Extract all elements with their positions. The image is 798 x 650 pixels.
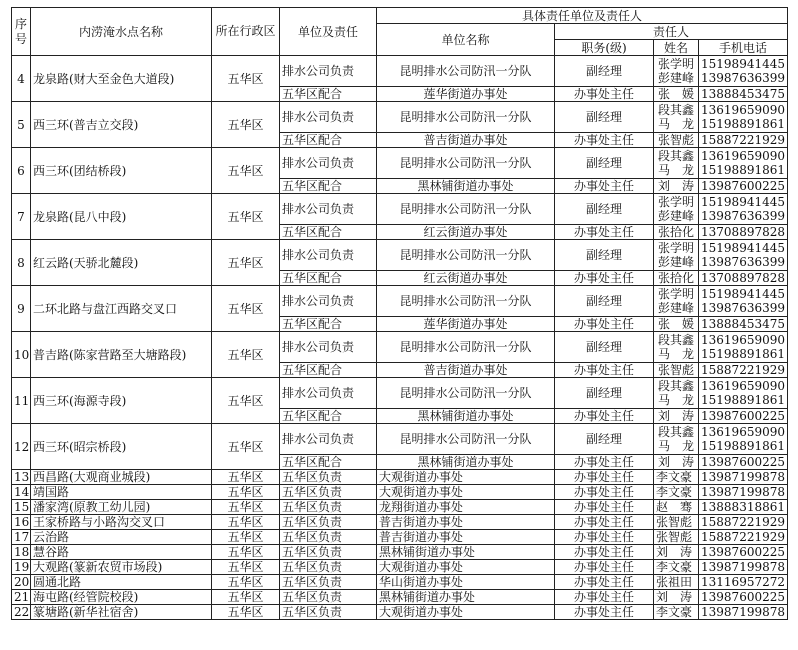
row-district: 五华区 [212,515,280,530]
row-resp: 排水公司负责 [280,240,377,271]
row-index: 13 [12,470,31,485]
row-district: 五华区 [212,378,280,424]
row-phones: 13987199878 [699,485,788,500]
row-location: 红云路(天骄北麓段) [31,240,212,286]
row-location: 西三环(海源寺段) [31,378,212,424]
row-index: 20 [12,575,31,590]
row-position: 办事处主任 [555,590,654,605]
row-index: 8 [12,240,31,286]
row-index: 9 [12,286,31,332]
row-names: 李文豪 [654,560,699,575]
row-district: 五华区 [212,102,280,148]
row-location: 慧谷路 [31,545,212,560]
header-unit-name: 单位名称 [377,24,555,56]
row-location: 云治路 [31,530,212,545]
cell-line: 13619659090 [701,103,785,117]
row-position: 办事处主任 [555,455,654,470]
row-district: 五华区 [212,500,280,515]
row-unit: 昆明排水公司防汛一分队 [377,424,555,455]
row-phones: 15887221929 [699,363,788,378]
cell-line: 13619659090 [701,379,785,393]
row-names: 刘 涛 [654,545,699,560]
row-position: 副经理 [555,378,654,409]
row-phones [699,148,788,179]
table-row [12,530,788,545]
row-phones: 13987199878 [699,605,788,620]
row-unit: 普吉街道办事处 [377,515,555,530]
header-phone: 手机电话 [699,40,788,56]
row-resp: 五华区负责 [280,530,377,545]
cell-line: 张学明 [657,241,694,255]
cell-line: 段其鑫 [657,333,694,347]
row-names: 张拾化 [654,271,699,286]
row-position: 办事处主任 [555,317,654,332]
row-resp: 排水公司负责 [280,194,377,225]
row-unit: 昆明排水公司防汛一分队 [377,194,555,225]
row-unit: 黑林铺街道办事处 [377,409,555,424]
row-phones [699,240,788,271]
cell-line: 15198941445 [701,195,785,209]
row-index: 10 [12,332,31,378]
cell-line: 13987636399 [701,209,785,223]
row-names: 刘 涛 [654,409,699,424]
row-phones [699,56,788,87]
row-resp: 排水公司负责 [280,424,377,455]
cell-line: 彭建峰 [657,209,694,223]
row-phones: 13888453475 [699,317,788,332]
table-row [12,240,788,271]
row-location: 西昌路(大观商业城段) [31,470,212,485]
row-phones [699,286,788,317]
row-location: 大观路(篆新农贸市场段) [31,560,212,575]
row-unit: 黑林铺街道办事处 [377,590,555,605]
row-location: 靖国路 [31,485,212,500]
row-phones: 13987600225 [699,590,788,605]
cell-line: 段其鑫 [657,379,694,393]
row-position: 副经理 [555,286,654,317]
header-person: 责任人 [555,24,788,40]
row-district: 五华区 [212,424,280,470]
row-phones [699,378,788,409]
row-names [654,378,699,409]
row-unit: 普吉街道办事处 [377,363,555,378]
row-position: 办事处主任 [555,87,654,102]
row-location: 海屯路(经管院校段) [31,590,212,605]
row-district: 五华区 [212,148,280,194]
cell-line: 15198891861 [701,163,785,177]
row-index: 15 [12,500,31,515]
row-phones [699,424,788,455]
row-district: 五华区 [212,560,280,575]
header-index: 序号 [12,8,31,56]
row-unit: 莲华街道办事处 [377,87,555,102]
row-phones: 13987199878 [699,560,788,575]
row-resp: 五华区配合 [280,87,377,102]
row-phones [699,332,788,363]
row-district: 五华区 [212,240,280,286]
row-position: 办事处主任 [555,500,654,515]
row-index: 5 [12,102,31,148]
row-position: 副经理 [555,240,654,271]
row-location: 潘家湾(原教工幼儿园) [31,500,212,515]
row-names: 李文豪 [654,485,699,500]
table-row [12,424,788,455]
table-row [12,102,788,133]
cell-line: 彭建峰 [657,301,694,315]
cell-line: 13619659090 [701,149,785,163]
row-names [654,424,699,455]
row-names [654,332,699,363]
row-district: 五华区 [212,530,280,545]
row-position: 副经理 [555,194,654,225]
row-resp: 五华区负责 [280,470,377,485]
row-location: 普吉路(陈家营路至大塘路段) [31,332,212,378]
table-row [12,470,788,485]
row-position: 副经理 [555,102,654,133]
row-phones: 13888318861 [699,500,788,515]
row-names: 刘 涛 [654,455,699,470]
row-position: 办事处主任 [555,179,654,194]
row-unit: 昆明排水公司防汛一分队 [377,240,555,271]
row-position: 办事处主任 [555,560,654,575]
row-names: 张 媛 [654,87,699,102]
row-resp: 五华区配合 [280,225,377,240]
row-position: 办事处主任 [555,605,654,620]
row-location: 圆通北路 [31,575,212,590]
row-position: 副经理 [555,332,654,363]
row-resp: 排水公司负责 [280,332,377,363]
cell-line: 段其鑫 [657,103,694,117]
row-location: 龙泉路(财大至金色大道段) [31,56,212,102]
row-index: 18 [12,545,31,560]
cell-line: 15198891861 [701,117,785,131]
row-district: 五华区 [212,194,280,240]
cell-line: 马 龙 [657,163,694,177]
header-name: 姓名 [654,40,699,56]
cell-line: 张学明 [657,195,694,209]
row-resp: 五华区负责 [280,605,377,620]
row-resp: 五华区配合 [280,317,377,332]
table-row [12,332,788,363]
row-position: 办事处主任 [555,271,654,286]
row-district: 五华区 [212,590,280,605]
row-phones: 13116957272 [699,575,788,590]
row-unit: 红云街道办事处 [377,271,555,286]
header-unit-resp: 单位及责任 [280,8,377,56]
row-names: 赵 骞 [654,500,699,515]
row-unit: 普吉街道办事处 [377,133,555,148]
row-resp: 五华区负责 [280,485,377,500]
table-row [12,545,788,560]
cell-line: 彭建峰 [657,71,694,85]
cell-line: 马 龙 [657,347,694,361]
row-unit: 黑林铺街道办事处 [377,455,555,470]
table-row [12,515,788,530]
row-phones: 13708897828 [699,271,788,286]
row-resp: 五华区负责 [280,515,377,530]
row-position: 办事处主任 [555,485,654,500]
cell-line: 彭建峰 [657,255,694,269]
row-unit: 黑林铺街道办事处 [377,179,555,194]
row-names: 张拾化 [654,225,699,240]
row-resp: 五华区负责 [280,500,377,515]
row-resp: 五华区负责 [280,560,377,575]
row-district: 五华区 [212,56,280,102]
row-resp: 排水公司负责 [280,102,377,133]
row-index: 21 [12,590,31,605]
row-names: 张智彪 [654,530,699,545]
row-position: 办事处主任 [555,545,654,560]
row-position: 办事处主任 [555,363,654,378]
row-phones: 15887221929 [699,515,788,530]
cell-line: 13987636399 [701,255,785,269]
row-unit: 大观街道办事处 [377,485,555,500]
cell-line: 15198891861 [701,347,785,361]
cell-line: 15198941445 [701,241,785,255]
row-location: 篆塘路(新华社宿舍) [31,605,212,620]
cell-line: 15198941445 [701,287,785,301]
row-district: 五华区 [212,470,280,485]
cell-line: 15198941445 [701,57,785,71]
row-resp: 排水公司负责 [280,148,377,179]
row-resp: 排水公司负责 [280,286,377,317]
cell-line: 段其鑫 [657,149,694,163]
row-district: 五华区 [212,545,280,560]
row-district: 五华区 [212,575,280,590]
row-location: 西三环(昭宗桥段) [31,424,212,470]
row-unit: 大观街道办事处 [377,560,555,575]
row-names [654,148,699,179]
cell-line: 张学明 [657,287,694,301]
row-unit: 黑林铺街道办事处 [377,545,555,560]
table-row [12,148,788,179]
row-location: 西三环(普吉立交段) [31,102,212,148]
cell-line: 张学明 [657,57,694,71]
cell-line: 马 龙 [657,439,694,453]
row-district: 五华区 [212,605,280,620]
row-phones: 13888453475 [699,87,788,102]
row-phones: 13987600225 [699,179,788,194]
row-resp: 五华区负责 [280,545,377,560]
row-resp: 排水公司负责 [280,378,377,409]
row-phones: 13987600225 [699,409,788,424]
row-names: 张 媛 [654,317,699,332]
row-resp: 五华区配合 [280,363,377,378]
cell-line: 马 龙 [657,117,694,131]
row-unit: 昆明排水公司防汛一分队 [377,102,555,133]
row-names: 刘 涛 [654,179,699,194]
row-names: 刘 涛 [654,590,699,605]
row-resp: 五华区配合 [280,455,377,470]
cell-line: 13987636399 [701,301,785,315]
row-resp: 排水公司负责 [280,56,377,87]
cell-line: 13987636399 [701,71,785,85]
cell-line: 13619659090 [701,425,785,439]
cell-line: 段其鑫 [657,425,694,439]
row-unit: 昆明排水公司防汛一分队 [377,56,555,87]
row-index: 17 [12,530,31,545]
row-unit: 龙翔街道办事处 [377,500,555,515]
row-resp: 五华区配合 [280,133,377,148]
row-position: 办事处主任 [555,133,654,148]
table-row [12,194,788,225]
row-index: 16 [12,515,31,530]
row-names: 李文豪 [654,470,699,485]
table-row [12,590,788,605]
row-unit: 昆明排水公司防汛一分队 [377,286,555,317]
cell-line: 马 龙 [657,393,694,407]
cell-line: 15198891861 [701,393,785,407]
row-unit: 华山街道办事处 [377,575,555,590]
table-row [12,605,788,620]
row-unit: 莲华街道办事处 [377,317,555,332]
header-specific: 具体责任单位及责任人 [377,8,788,24]
table-row [12,378,788,409]
row-location: 龙泉路(昆八中段) [31,194,212,240]
row-position: 办事处主任 [555,470,654,485]
row-names: 张祖田 [654,575,699,590]
table-row [12,560,788,575]
row-position: 办事处主任 [555,409,654,424]
table-row [12,286,788,317]
row-unit: 昆明排水公司防汛一分队 [377,332,555,363]
table-row [12,485,788,500]
table-row [12,56,788,87]
row-names: 张智彪 [654,133,699,148]
row-district: 五华区 [212,332,280,378]
header-district: 所在行政区 [212,8,280,56]
row-position: 办事处主任 [555,515,654,530]
row-unit: 昆明排水公司防汛一分队 [377,378,555,409]
row-names: 张智彪 [654,515,699,530]
row-unit: 大观街道办事处 [377,605,555,620]
row-district: 五华区 [212,485,280,500]
row-resp: 五华区配合 [280,271,377,286]
row-location: 王家桥路与小路沟交叉口 [31,515,212,530]
row-phones: 13987600225 [699,455,788,470]
header-position: 职务(级) [555,40,654,56]
row-phones: 15887221929 [699,530,788,545]
row-index: 22 [12,605,31,620]
row-unit: 红云街道办事处 [377,225,555,240]
row-location: 西三环(团结桥段) [31,148,212,194]
row-index: 6 [12,148,31,194]
responsibility-table [11,7,788,620]
row-unit: 大观街道办事处 [377,470,555,485]
row-phones [699,102,788,133]
row-phones: 13987199878 [699,470,788,485]
row-position: 副经理 [555,148,654,179]
row-position: 办事处主任 [555,575,654,590]
row-index: 11 [12,378,31,424]
cell-line: 15198891861 [701,439,785,453]
table-row [12,575,788,590]
row-resp: 五华区负责 [280,575,377,590]
row-unit: 昆明排水公司防汛一分队 [377,148,555,179]
row-district: 五华区 [212,286,280,332]
table-body [12,56,788,620]
row-names [654,240,699,271]
row-phones: 13987600225 [699,545,788,560]
row-phones: 13708897828 [699,225,788,240]
row-index: 14 [12,485,31,500]
row-names: 张智彪 [654,363,699,378]
row-unit: 普吉街道办事处 [377,530,555,545]
cell-line: 13619659090 [701,333,785,347]
row-names [654,194,699,225]
row-phones [699,194,788,225]
row-position: 办事处主任 [555,225,654,240]
row-index: 19 [12,560,31,575]
header-location: 内涝淹水点名称 [31,8,212,56]
row-position: 办事处主任 [555,530,654,545]
row-position: 副经理 [555,56,654,87]
row-location: 二环北路与盘江西路交叉口 [31,286,212,332]
table-row [12,500,788,515]
row-names [654,102,699,133]
row-resp: 五华区配合 [280,179,377,194]
row-names [654,286,699,317]
row-resp: 五华区负责 [280,590,377,605]
row-phones: 15887221929 [699,133,788,148]
row-index: 7 [12,194,31,240]
row-index: 4 [12,56,31,102]
row-index: 12 [12,424,31,470]
row-names [654,56,699,87]
row-position: 副经理 [555,424,654,455]
row-resp: 五华区配合 [280,409,377,424]
row-names: 李文豪 [654,605,699,620]
